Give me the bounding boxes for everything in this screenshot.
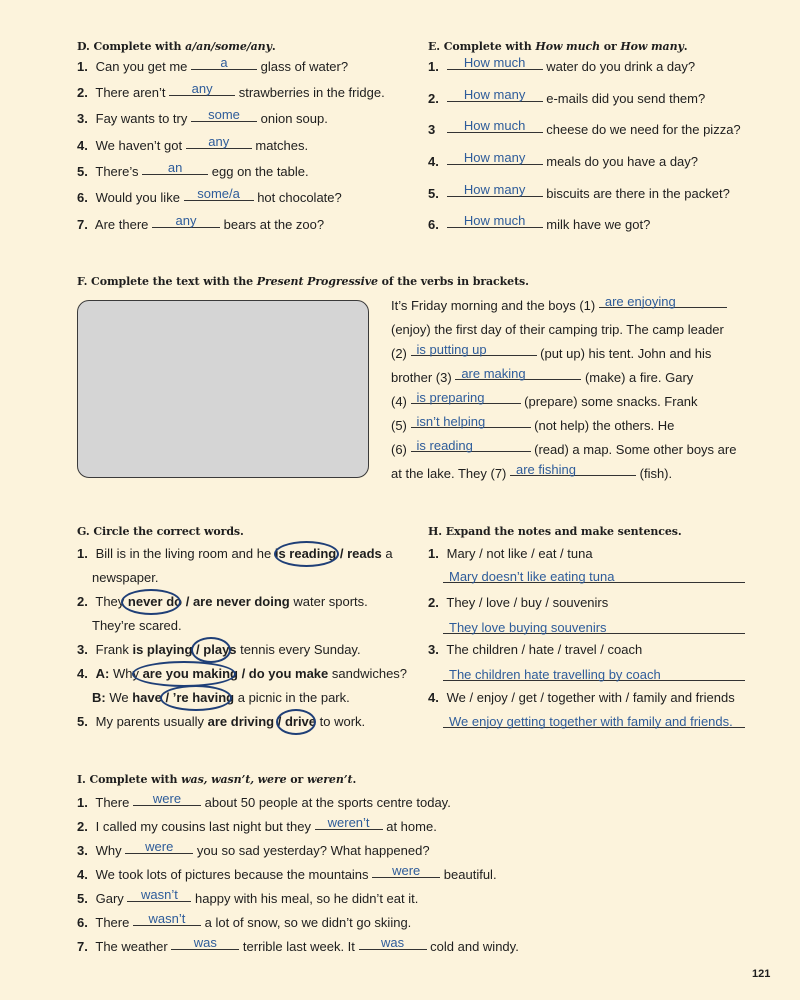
h-answer-1-row — [443, 569, 745, 589]
d-item-6: 6. Would you like some/a hot chocolate? — [77, 186, 342, 205]
g2-answer-circle — [121, 589, 181, 615]
f-line-7: (6) is reading (read) a map. Some other boys are — [391, 438, 737, 457]
i-item-2: 2. I called my cousins last night but they weren’t at home. — [77, 815, 437, 834]
g3-option-a[interactable]: is playing — [132, 642, 193, 657]
i-item-7: 7. The weather was terrible last week. It was cold and windy. — [77, 935, 519, 954]
i-answer-7b[interactable]: was — [359, 936, 427, 950]
g4-option-b[interactable]: do you make — [248, 666, 329, 681]
g4b-answer-circle — [160, 685, 235, 711]
g5-option-a[interactable]: are driving — [207, 714, 275, 729]
i-answer-6[interactable]: wasn’t — [133, 912, 201, 926]
f-answer-6[interactable]: is reading — [411, 439, 531, 452]
g3-option-b[interactable]: plays — [203, 642, 237, 657]
i-item-6: 6. There wasn’t a lot of snow, so we didn’t go skiing. — [77, 911, 412, 930]
g4b-option-b[interactable]: ’re having — [172, 690, 235, 705]
section-g-title: G. Circle the correct words. — [77, 525, 244, 538]
g-item-4-b: B: We have / ’re having a picnic in the park. — [92, 690, 350, 705]
e-answer-5[interactable]: How many — [447, 183, 543, 197]
i-item-3: 3. Why were you so sad yesterday? What happened? — [77, 839, 430, 858]
g4b-option-a[interactable]: have — [132, 690, 162, 705]
g-item-3: 3. Frank is playing / plays tennis every Sunday. — [77, 642, 361, 657]
g2-option-b[interactable]: are never doing — [192, 594, 290, 609]
i-item-4: 4. We took lots of pictures because the mountains were beautiful. — [77, 863, 497, 882]
g-item-1-cont: newspaper. — [92, 570, 159, 585]
page-number: 121 — [752, 968, 771, 980]
e-answer-6[interactable]: How much — [447, 214, 543, 228]
g-item-4: 4. A: Why are you making / do you make sandwiches? — [77, 666, 408, 681]
f-answer-5[interactable]: isn’t helping — [411, 415, 531, 428]
f-line-5: (4) is preparing (prepare) some snacks. Frank — [391, 390, 698, 409]
f-line-8: at the lake. They (7) are fishing (fish). — [391, 462, 673, 481]
f-line-1: It’s Friday morning and the boys (1) are enjoying — [391, 294, 727, 318]
i-answer-2[interactable]: weren’t — [315, 816, 383, 830]
d-item-1: 1. Can you get me a glass of water? — [77, 55, 349, 74]
e-answer-2[interactable]: How many — [447, 88, 543, 102]
i-answer-5[interactable]: wasn’t — [127, 888, 191, 902]
g-item-1: 1. Bill is in the living room and he is reading / reads a — [77, 546, 393, 561]
g2-option-a[interactable]: never do — [127, 594, 183, 609]
i-answer-3[interactable]: were — [125, 840, 193, 854]
e-answer-1[interactable]: How much — [447, 56, 543, 70]
h-answer-4-row — [443, 714, 745, 734]
photo-placeholder — [77, 300, 369, 478]
d-answer-5[interactable]: an — [142, 161, 208, 175]
e-item-4: 4. How many meals do you have a day? — [428, 150, 699, 169]
f-answer-3[interactable]: are making — [455, 367, 581, 380]
g1-option-b[interactable]: reads — [347, 546, 382, 561]
h-answer-1[interactable]: Mary doesn’t like eating tuna — [443, 570, 745, 583]
d-item-7: 7. Are there any bears at the zoo? — [77, 213, 325, 232]
e-item-3: 3 How much cheese do we need for the pizza? — [428, 118, 741, 137]
d-answer-7[interactable]: any — [152, 214, 220, 228]
i-item-1: 1. There were about 50 people at the sports centre today. — [77, 791, 451, 810]
e-answer-3[interactable]: How much — [447, 119, 543, 133]
f-line-2: (enjoy) the first day of their camping trip. The camp leader — [391, 322, 724, 337]
section-h-title: H. Expand the notes and make sentences. — [428, 525, 682, 538]
e-item-1: 1. How much water do you drink a day? — [428, 55, 696, 74]
h-answer-3[interactable]: The children hate travelling by coach — [443, 668, 745, 681]
d-answer-1[interactable]: a — [191, 56, 257, 70]
i-answer-1[interactable]: were — [133, 792, 201, 806]
d-answer-4[interactable]: any — [186, 135, 252, 149]
g1-answer-circle — [274, 541, 339, 567]
i-answer-4[interactable]: were — [372, 864, 440, 878]
f-answer-7[interactable]: are fishing — [510, 463, 636, 476]
h-item-4: 4. We / enjoy / get / together with / family and friends — [428, 690, 735, 705]
g5-answer-circle — [276, 709, 316, 735]
g3-answer-circle — [191, 637, 231, 663]
i-item-5: 5. Gary wasn’t happy with his meal, so he didn’t eat it. — [77, 887, 419, 906]
section-e-title: E. Complete with How much or How many. — [428, 40, 688, 53]
section-i-title: I. Complete with was, wasn’t, were or weren’t. — [77, 773, 357, 786]
h-answer-2[interactable]: They love buying souvenirs — [443, 621, 745, 634]
f-answer-4[interactable]: is preparing — [411, 391, 521, 404]
h-answer-2-row — [443, 620, 745, 640]
f-line-3: (2) is putting up (put up) his tent. John and his — [391, 342, 712, 361]
g-item-5: 5. My parents usually are driving / drive to work. — [77, 714, 366, 729]
e-item-6: 6. How much milk have we got? — [428, 213, 651, 232]
g-item-2: 2. They never do / are never doing water sports. — [77, 594, 368, 609]
i-answer-7a[interactable]: was — [171, 936, 239, 950]
e-item-2: 2. How many e-mails did you send them? — [428, 87, 706, 106]
g1-option-a[interactable]: is reading — [274, 546, 337, 561]
e-answer-4[interactable]: How many — [447, 151, 543, 165]
g4-answer-circle — [132, 661, 236, 687]
g4-option-a[interactable]: are you making — [142, 666, 238, 681]
g-item-2-cont: They’re scared. — [92, 618, 182, 633]
h-answer-4[interactable]: We enjoy getting together with family and friends. — [443, 715, 745, 728]
h-item-3: 3. The children / hate / travel / coach — [428, 642, 643, 657]
section-f-title: F. Complete the text with the Present Progressive of the verbs in brackets. — [77, 275, 529, 288]
d-item-4: 4. We haven’t got any matches. — [77, 134, 309, 153]
h-item-2: 2. They / love / buy / souvenirs — [428, 595, 609, 610]
h-item-1: 1. Mary / not like / eat / tuna — [428, 546, 593, 561]
d-item-5: 5. There’s an egg on the table. — [77, 160, 309, 179]
d-answer-3[interactable]: some — [191, 108, 257, 122]
d-answer-6[interactable]: some/a — [184, 187, 254, 201]
e-item-5: 5. How many biscuits are there in the packet? — [428, 182, 730, 201]
f-line-6: (5) isn’t helping (not help) the others. He — [391, 414, 675, 433]
d-item-2: 2. There aren’t any strawberries in the fridge. — [77, 81, 385, 100]
f-line-4: brother (3) are making (make) a fire. Gary — [391, 366, 694, 385]
f-answer-1[interactable]: are enjoying — [599, 295, 727, 308]
g5-option-b[interactable]: drive — [284, 714, 317, 729]
d-answer-2[interactable]: any — [169, 82, 235, 96]
section-d-title: D. Complete with a/an/some/any. — [77, 40, 276, 53]
h-answer-3-row — [443, 667, 745, 687]
d-item-3: 3. Fay wants to try some onion soup. — [77, 107, 328, 126]
f-answer-2[interactable]: is putting up — [411, 343, 537, 356]
